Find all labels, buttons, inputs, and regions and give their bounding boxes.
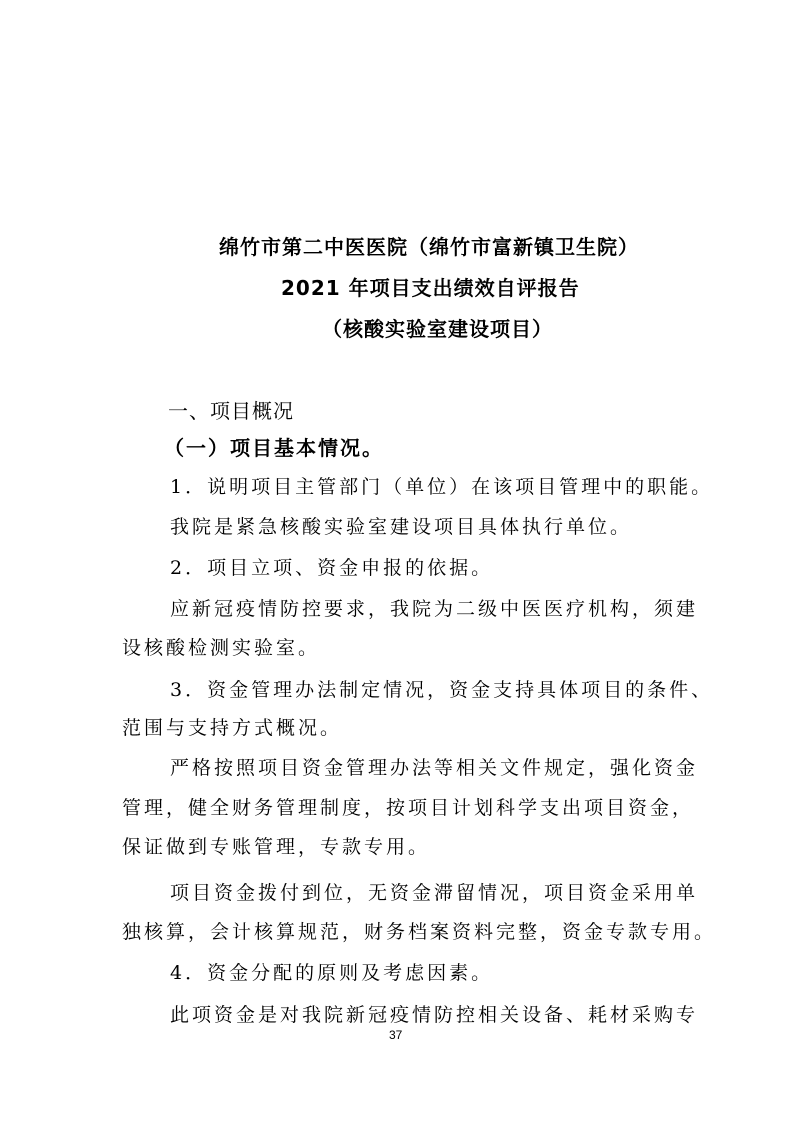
paragraph-line: 管理，健全财务管理制度，按项目计划科学支出项目资金， bbox=[122, 797, 695, 819]
paragraph-line: 项目资金拨付到位，无资金滞留情况，项目资金采用单 bbox=[170, 882, 699, 904]
paragraph-line: 3．资金管理办法制定情况，资金支持具体项目的条件、 bbox=[170, 679, 714, 701]
report-title-line-1: 绵竹市第二中医医院（绵竹市富新镇卫生院） bbox=[219, 235, 639, 259]
paragraph-line: 独核算，会计核算规范，财务档案资料完整，资金专款专用。 bbox=[122, 921, 717, 943]
report-title-line-3: （核酸实验室建设项目） bbox=[322, 317, 553, 341]
paragraph-line: 我院是紧急核酸实验室建设项目具体执行单位。 bbox=[170, 516, 633, 538]
page-number: 37 bbox=[389, 1028, 403, 1042]
section-heading: 一、项目概况 bbox=[168, 399, 294, 423]
paragraph-line: 保证做到专账管理，专款专用。 bbox=[122, 836, 431, 858]
paragraph-line: 设核酸检测实验室。 bbox=[122, 637, 321, 659]
paragraph-line: 严格按照项目资金管理办法等相关文件规定，强化资金 bbox=[170, 757, 699, 779]
paragraph-line: 此项资金是对我院新冠疫情防控相关设备、耗材采购专 bbox=[170, 1004, 699, 1026]
subsection-heading: （一）项目基本情况。 bbox=[164, 436, 384, 460]
paragraph-line: 范围与支持方式概况。 bbox=[122, 717, 343, 739]
paragraph-line: 1．说明项目主管部门（单位）在该项目管理中的职能。 bbox=[170, 476, 714, 498]
paragraph-line: 4．资金分配的原则及考虑因素。 bbox=[170, 962, 494, 984]
report-title-line-2: 2021 年项目支出绩效自评报告 bbox=[281, 276, 580, 300]
paragraph-line: 应新冠疫情防控要求，我院为二级中医医疗机构，须建 bbox=[170, 598, 699, 620]
paragraph-line: 2．项目立项、资金申报的依据。 bbox=[170, 557, 494, 579]
